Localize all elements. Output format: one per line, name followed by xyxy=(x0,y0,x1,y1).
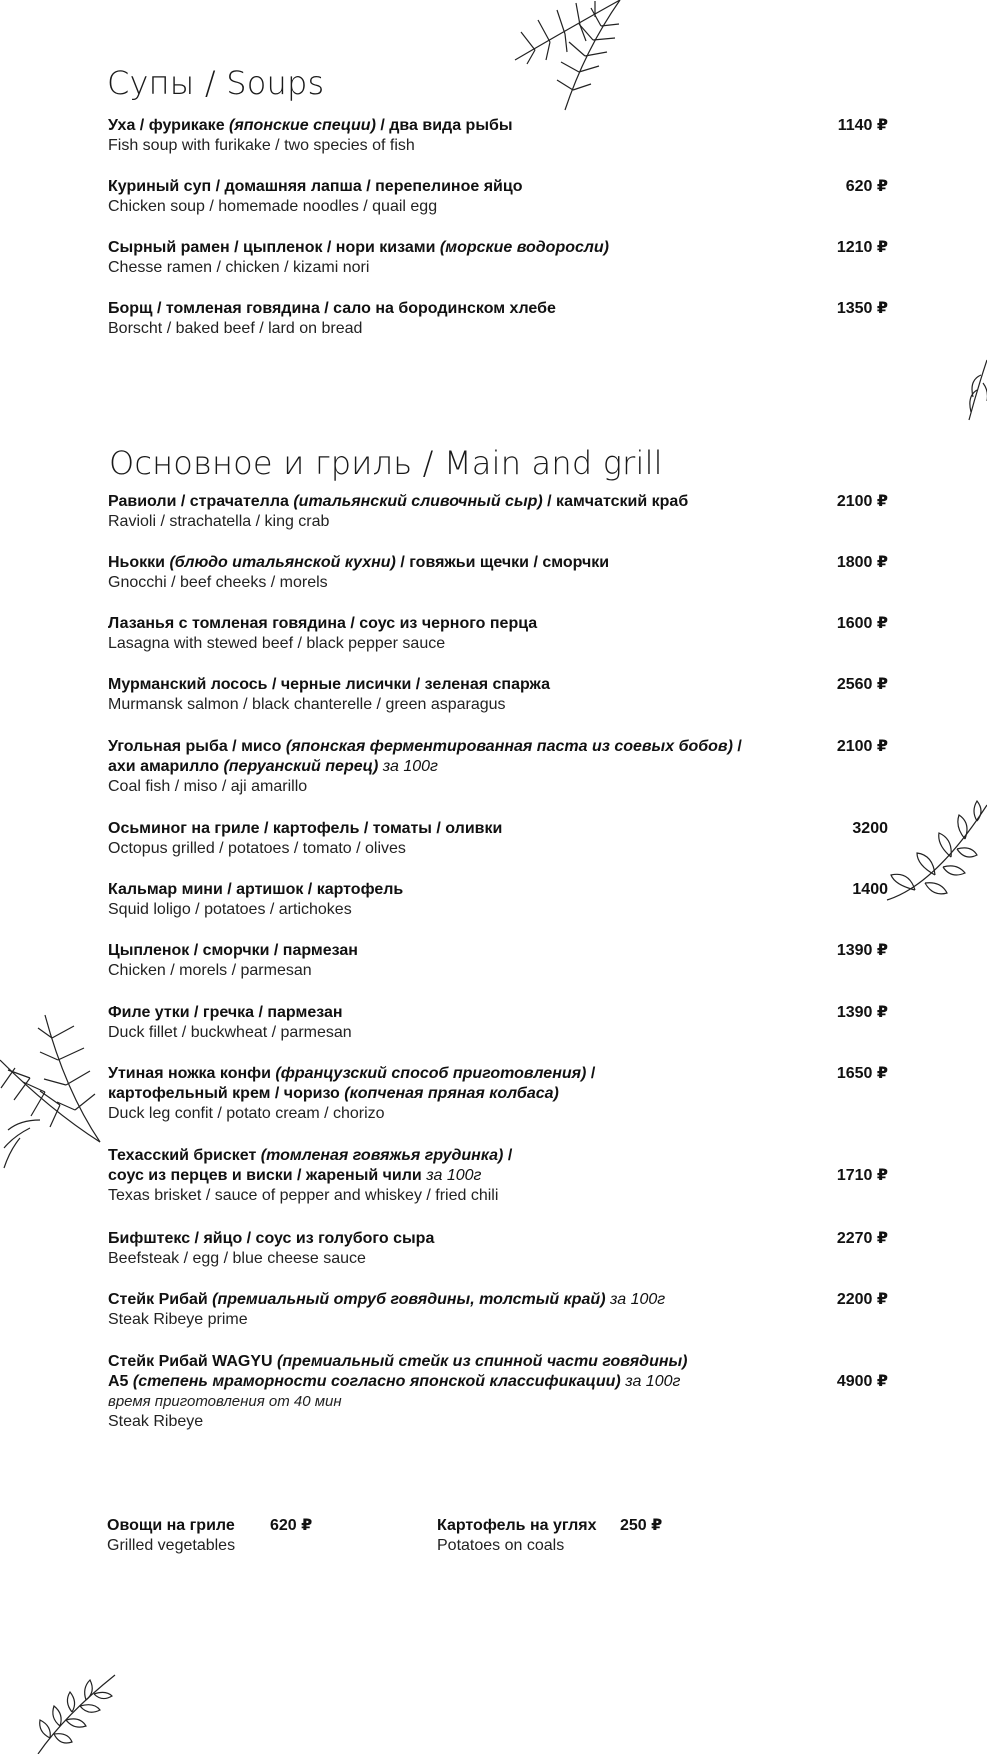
item-name-ru: Куриный суп / домашняя лапша / перепелиное яйцо xyxy=(108,178,523,195)
menu-item xyxy=(108,177,888,217)
menu-item xyxy=(108,299,888,339)
item-name-en: Duck fillet / buckwheat / parmesan xyxy=(108,1024,352,1041)
item-name-ru: Техасский брискет (томленая говяжья грудинка) / соус из перцев и виски / жареный чили за 100г xyxy=(108,1147,513,1184)
item-name-ru: Осьминог на гриле / картофель / томаты / оливки xyxy=(108,820,503,837)
leaf-branch-icon xyxy=(965,355,987,425)
item-name-ru: Равиоли / страчателла (итальянский сливочный сыр) / камчатский краб xyxy=(108,493,689,510)
item-name-en: Texas brisket / sauce of pepper and whiskey / fried chili xyxy=(108,1187,499,1204)
item-name-ru: Утиная ножка конфи (французский способ приготовления) / картофельный крем / чоризо (копченая пряная колбаса) xyxy=(108,1065,596,1102)
leaf-branch-icon xyxy=(885,795,987,905)
item-name-en: Chicken soup / homemade noodles / quail egg xyxy=(108,198,438,215)
item-name-ru: Угольная рыба / мисо (японская ферментированная паста из соевых бобов) / ахи амарилло (перуанский перец) за 100г xyxy=(108,738,742,775)
leaf-branch-icon xyxy=(0,1010,105,1175)
menu-item xyxy=(108,238,888,278)
item-price: 4900 ₽ xyxy=(836,1373,888,1390)
item-price: 620 ₽ xyxy=(845,178,888,195)
item-price: 1710 ₽ xyxy=(836,1167,888,1184)
menu-item xyxy=(108,1146,888,1206)
item-price: 2100 ₽ xyxy=(836,493,888,510)
menu-item xyxy=(108,116,888,156)
section-title-soups: Супы / Soups xyxy=(107,64,325,102)
menu-item xyxy=(108,553,888,593)
item-price: 1600 ₽ xyxy=(836,615,888,632)
item-name-en: Duck leg confit / potato cream / chorizo xyxy=(108,1105,385,1122)
item-name-ru: Овощи на гриле xyxy=(107,1517,235,1534)
item-price: 620 ₽ xyxy=(270,1517,313,1534)
item-price: 1650 ₽ xyxy=(836,1065,888,1082)
side-item xyxy=(107,1516,407,1556)
item-name-en: Fish soup with furikake / two species of fish xyxy=(108,137,415,154)
item-name-ru: Лазанья с томленая говядина / соус из черного перца xyxy=(108,615,538,632)
menu-item xyxy=(108,1229,888,1269)
menu-item xyxy=(108,819,888,859)
menu-item xyxy=(108,880,888,920)
item-name-en: Ravioli / strachatella / king crab xyxy=(108,513,330,530)
item-name-ru: Сырный рамен / цыпленок / нори кизами (морские водоросли) xyxy=(108,239,609,256)
item-price: 2270 ₽ xyxy=(836,1230,888,1247)
item-name-en: Steak Ribeye xyxy=(108,1413,204,1430)
item-price: 1350 ₽ xyxy=(836,300,888,317)
menu-item xyxy=(108,614,888,654)
menu-item xyxy=(108,941,888,981)
item-name-en: Gnocchi / beef cheeks / morels xyxy=(108,574,328,591)
menu-item xyxy=(108,1003,888,1043)
side-item xyxy=(437,1516,737,1556)
leaf-branch-icon xyxy=(505,0,655,115)
item-name-ru: Кальмар мини / артишок / картофель xyxy=(108,881,404,898)
menu-item xyxy=(108,1290,888,1330)
item-name-ru: Филе утки / гречка / пармезан xyxy=(108,1004,343,1021)
item-price: 1390 ₽ xyxy=(836,942,888,959)
item-name-ru: Мурманский лосось / черные лисички / зеленая спаржа xyxy=(108,676,550,693)
item-price: 1400 xyxy=(852,881,888,898)
item-name-en: Steak Ribeye prime xyxy=(108,1311,248,1328)
item-price: 2560 ₽ xyxy=(836,676,888,693)
item-name-ru: Бифштекс / яйцо / соус из голубого сыра xyxy=(108,1230,435,1247)
item-name-en: Murmansk salmon / black chanterelle / green asparagus xyxy=(108,696,506,713)
item-price: 1210 ₽ xyxy=(836,239,888,256)
item-name-ru: Ньокки (блюдо итальянской кухни) / говяжьи щечки / сморчки xyxy=(108,554,610,571)
item-name-en: Squid loligo / potatoes / artichokes xyxy=(108,901,352,918)
item-price: 1140 ₽ xyxy=(837,117,888,134)
item-price: 1800 ₽ xyxy=(836,554,888,571)
item-name-ru: Уха / фурикаке (японские специи) / два вида рыбы xyxy=(108,117,513,134)
item-name-en: Potatoes on coals xyxy=(437,1537,565,1554)
menu-item xyxy=(108,675,888,715)
item-note: время приготовления от 40 мин xyxy=(108,1393,342,1410)
item-price: 2100 ₽ xyxy=(836,738,888,755)
menu-item xyxy=(108,492,888,532)
item-name-ru: Стейк Рибай WAGYU (премиальный стейк из спинной части говядины) A5 (степень мраморности согласно японской классификации) за 100г xyxy=(108,1353,688,1390)
section-title-main: Основное и гриль / Main and grill xyxy=(109,444,663,482)
item-price: 1390 ₽ xyxy=(836,1004,888,1021)
item-price: 3200 xyxy=(852,820,888,837)
menu-item xyxy=(108,1352,888,1432)
menu-item xyxy=(108,737,888,797)
item-price: 250 ₽ xyxy=(620,1517,663,1534)
item-name-ru: Цыпленок / сморчки / пармезан xyxy=(108,942,358,959)
item-name-en: Grilled vegetables xyxy=(107,1537,236,1554)
item-price: 2200 ₽ xyxy=(836,1291,888,1308)
menu-item xyxy=(108,1064,888,1124)
item-name-en: Lasagna with stewed beef / black pepper sauce xyxy=(108,635,446,652)
item-name-en: Octopus grilled / potatoes / tomato / olives xyxy=(108,840,406,857)
leaf-branch-icon xyxy=(30,1670,120,1754)
item-name-en: Chesse ramen / chicken / kizami nori xyxy=(108,259,370,276)
item-name-ru: Борщ / томленая говядина / сало на бородинском хлебе xyxy=(108,300,556,317)
item-name-en: Beefsteak / egg / blue cheese sauce xyxy=(108,1250,366,1267)
item-name-en: Borscht / baked beef / lard on bread xyxy=(108,320,363,337)
item-name-en: Coal fish / miso / aji amarillo xyxy=(108,778,308,795)
item-name-ru: Картофель на углях xyxy=(437,1517,597,1534)
item-name-en: Chicken / morels / parmesan xyxy=(108,962,312,979)
item-name-ru: Стейк Рибай (премиальный отруб говядины, толстый край) за 100г xyxy=(108,1291,666,1308)
